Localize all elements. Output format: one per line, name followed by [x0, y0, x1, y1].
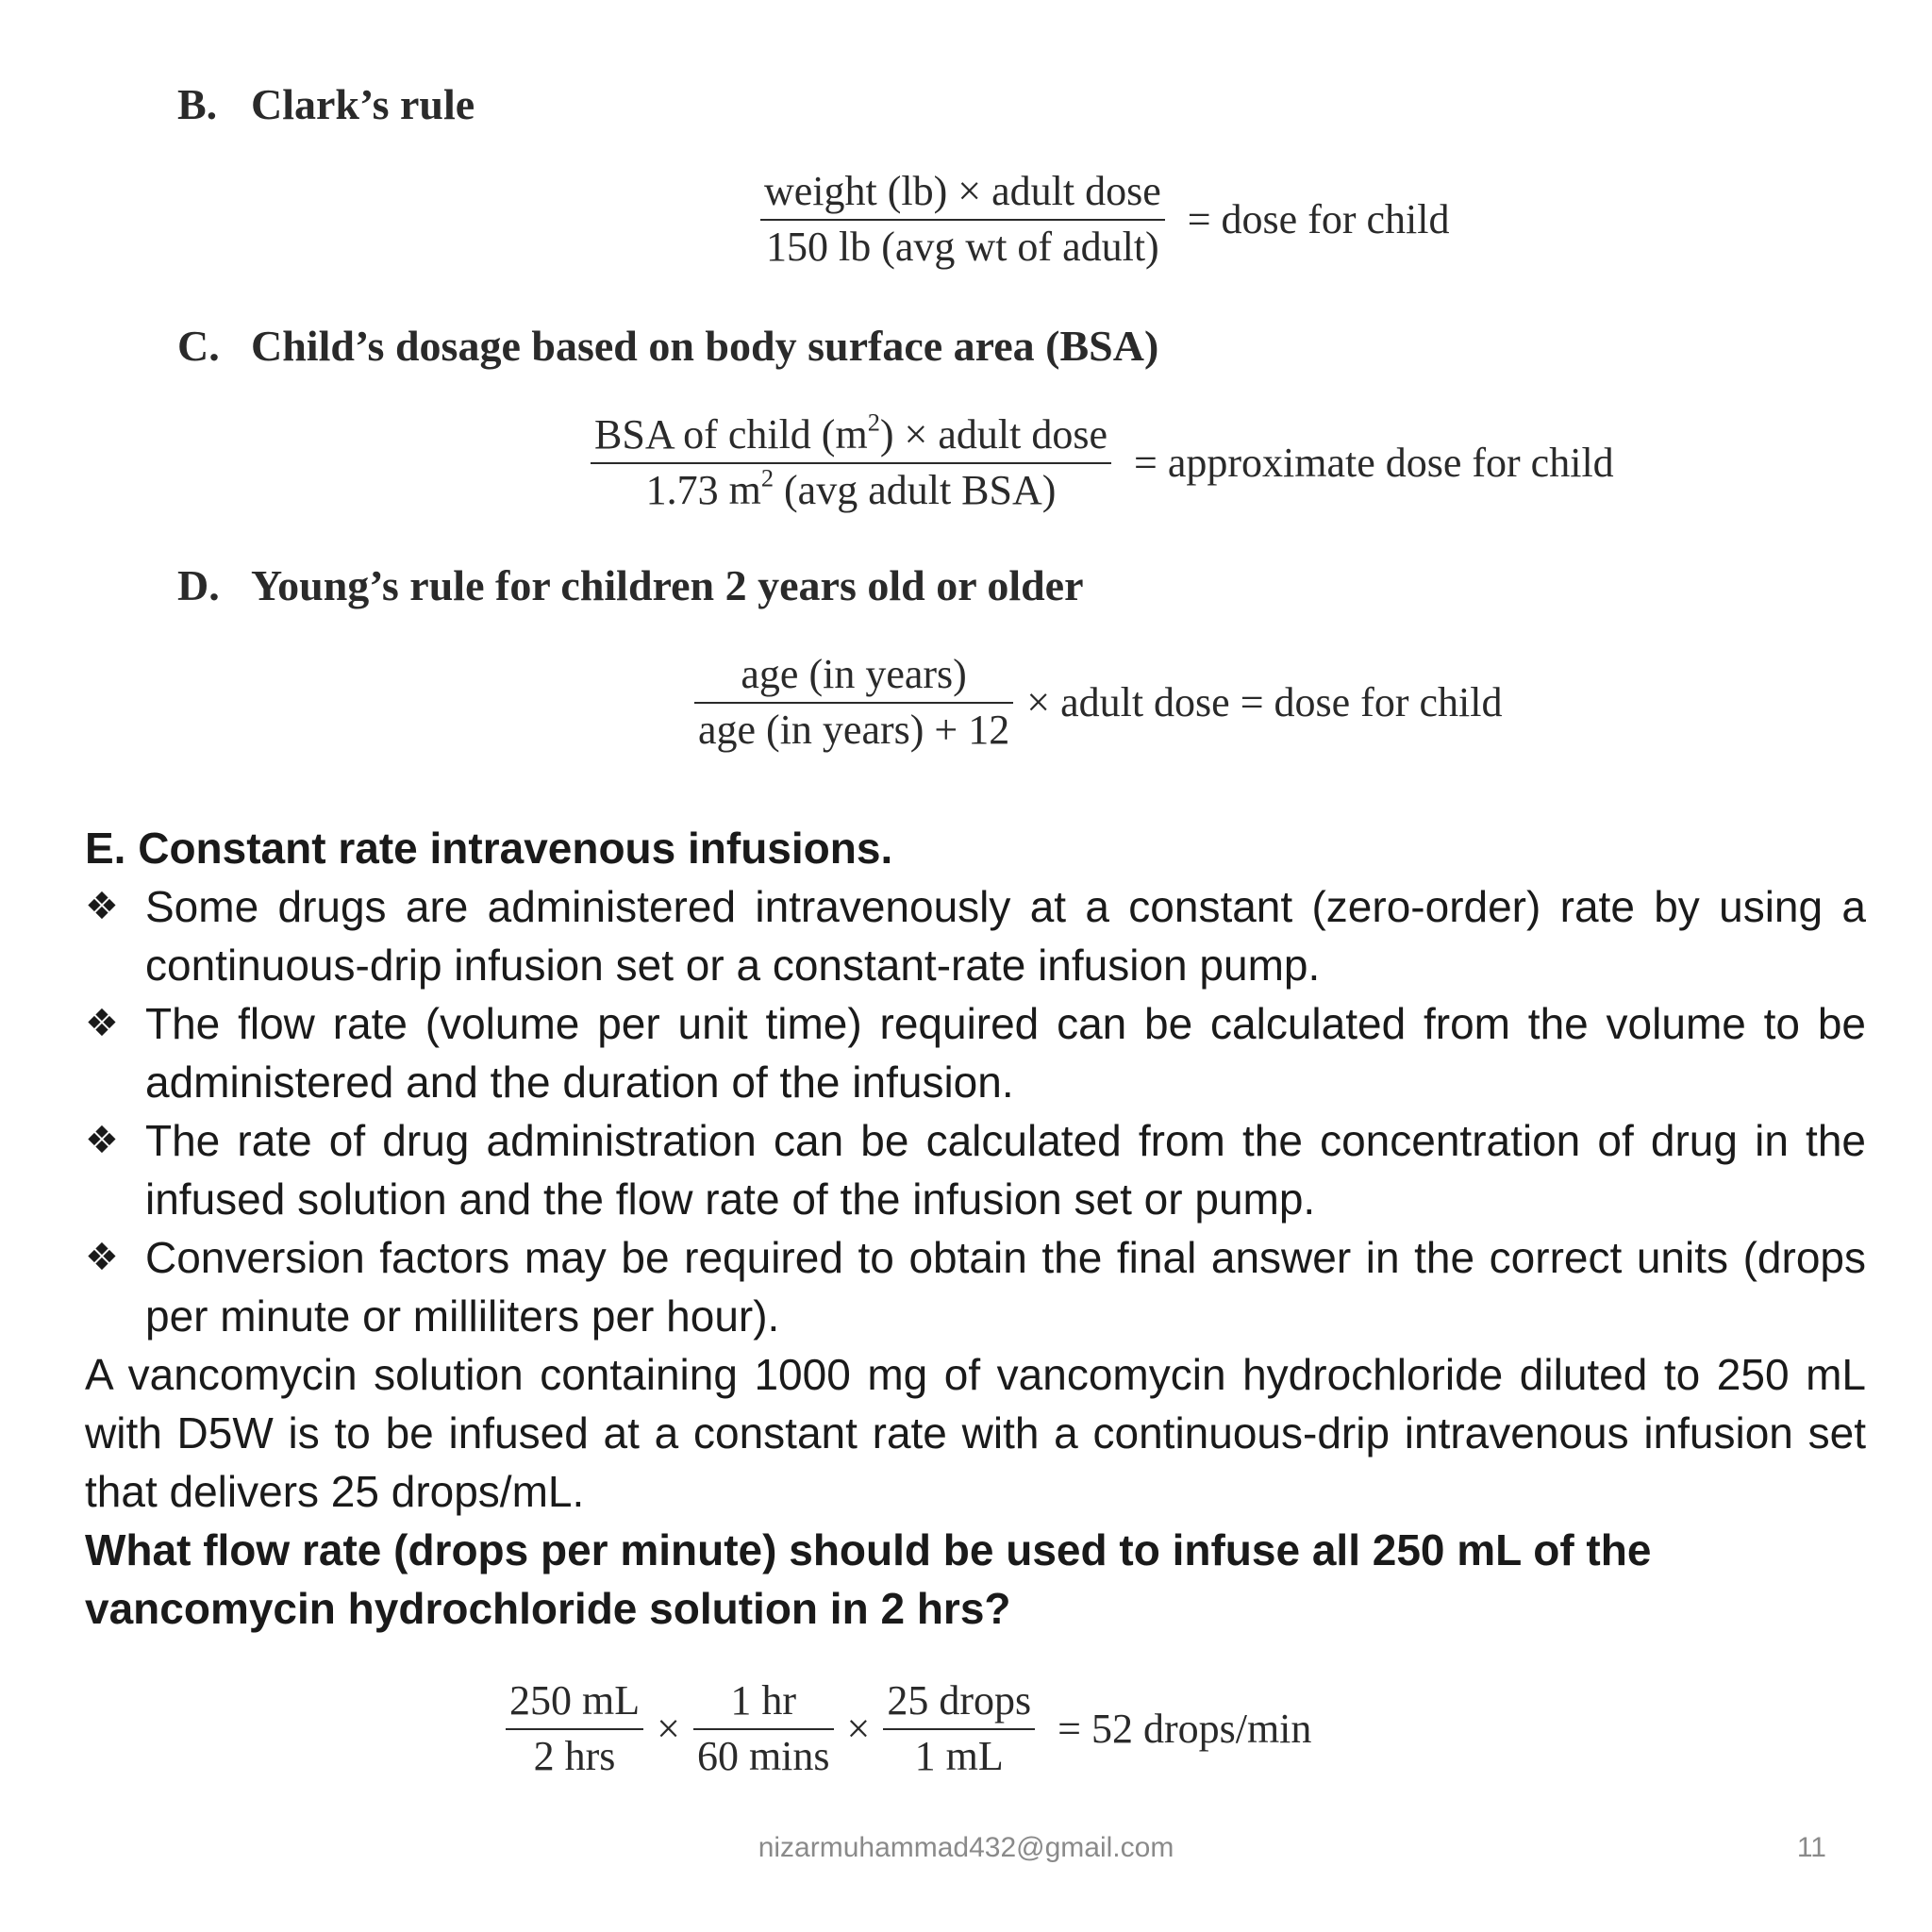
section-b-letter: B.	[177, 80, 218, 128]
example-paragraph: A vancomycin solution containing 1000 mg of vancomycin hydrochloride diluted to 250 mL with D5W is to be infused at a constant rate with a continuous-drip intravenous infusion set that delivers 25 drops/mL.	[85, 1350, 1866, 1516]
list-item	[85, 877, 1866, 994]
bsa-numerator	[591, 408, 1111, 459]
diamond-bullet-icon: ❖	[85, 1237, 119, 1278]
section-c-title: Child’s dosage based on body surface area (BSA)	[251, 322, 1159, 370]
youngs-rule-denominator: age (in years) + 12	[698, 706, 1010, 753]
fraction-bar	[591, 462, 1111, 464]
footer-email: nizarmuhammad432@gmail.com	[758, 1832, 1174, 1863]
bullet-text: The flow rate (volume per unit time) required can be calculated from the volume to be administered and the duration of the infusion.	[145, 999, 1866, 1107]
clarks-rule-denominator: 150 lb (avg wt of adult)	[766, 223, 1159, 270]
ml-denominator: 1 mL	[914, 1732, 1004, 1779]
youngs-rule-numerator: age (in years)	[741, 651, 967, 697]
volume-time-fraction	[500, 1677, 649, 1780]
clarks-rule-numerator: weight (lb) × adult dose	[764, 168, 1161, 214]
time-denominator: 2 hrs	[533, 1732, 616, 1779]
bullet-list	[85, 877, 1866, 1345]
clarks-rule-result: = dose for child	[1187, 196, 1450, 243]
bsa-denominator	[642, 463, 1060, 515]
drop-factor-fraction	[877, 1677, 1041, 1780]
flow-rate-equation	[500, 1677, 1311, 1780]
youngs-rule-equation	[689, 651, 1502, 754]
textbook-excerpt	[170, 0, 1774, 811]
section-c-letter: C.	[177, 322, 220, 370]
page-number: 11	[1796, 1832, 1826, 1863]
bsa-numerator-text-end: ) × adult dose	[879, 411, 1108, 458]
multiply-sign: ×	[846, 1706, 871, 1753]
bsa-fraction	[585, 408, 1117, 514]
diamond-bullet-icon: ❖	[85, 1120, 119, 1161]
section-e-body	[85, 819, 1866, 1638]
bsa-denominator-text-end: (avg adult BSA)	[774, 466, 1057, 513]
list-item	[85, 1228, 1866, 1345]
youngs-rule-fraction	[689, 651, 1019, 754]
question-text: What flow rate (drops per minute) should be used to infuse all 250 mL of the vancomycin hydrochloride solution in 2 hrs?	[85, 1525, 1652, 1633]
fraction-bar	[506, 1728, 643, 1730]
flow-rate-result: = 52 drops/min	[1058, 1706, 1312, 1753]
multiply-sign: ×	[657, 1706, 680, 1753]
fraction-bar	[883, 1728, 1035, 1730]
bullet-text: The rate of drug administration can be calculated from the concentration of drug in the infused solution and the flow rate of the infusion set or pump.	[145, 1116, 1866, 1224]
list-item	[85, 994, 1866, 1111]
diamond-bullet-icon: ❖	[85, 1003, 119, 1044]
volume-numerator: 250 mL	[509, 1677, 641, 1724]
minute-denominator: 60 mins	[696, 1732, 830, 1779]
bullet-text: Conversion factors may be required to obtain the final answer in the correct units (drops per minute or milliliters per hour).	[145, 1233, 1866, 1341]
list-item	[85, 1111, 1866, 1228]
fraction-bar	[760, 219, 1165, 221]
section-b-title: Clark’s rule	[251, 80, 475, 128]
section-d-heading	[177, 560, 1084, 610]
section-d-title: Young’s rule for children 2 years old or older	[251, 561, 1084, 609]
superscript-2: 2	[867, 408, 880, 437]
hour-minute-fraction	[688, 1677, 840, 1780]
section-c-heading	[177, 321, 1158, 371]
superscript-2: 2	[760, 463, 774, 492]
bullet-text: Some drugs are administered intravenously at a constant (zero-order) rate by using a continuous-drip infusion set or a constant-rate infusion pump.	[145, 882, 1866, 990]
bsa-denominator-text: 1.73 m	[645, 466, 761, 513]
section-d-letter: D.	[177, 561, 220, 609]
bsa-equation	[585, 408, 1614, 514]
fraction-bar	[694, 702, 1013, 704]
bsa-result: = approximate dose for child	[1134, 440, 1614, 487]
diamond-bullet-icon: ❖	[85, 886, 119, 927]
section-e-heading: E. Constant rate intravenous infusions.	[85, 824, 893, 873]
clarks-rule-fraction	[755, 168, 1171, 271]
fraction-bar	[693, 1728, 834, 1730]
hour-numerator: 1 hr	[730, 1677, 797, 1724]
bsa-numerator-text: BSA of child (m	[594, 411, 868, 458]
drops-numerator: 25 drops	[887, 1677, 1032, 1724]
section-b-heading	[177, 79, 475, 129]
youngs-rule-result: × adult dose = dose for child	[1026, 679, 1503, 726]
clarks-rule-equation	[755, 168, 1449, 271]
